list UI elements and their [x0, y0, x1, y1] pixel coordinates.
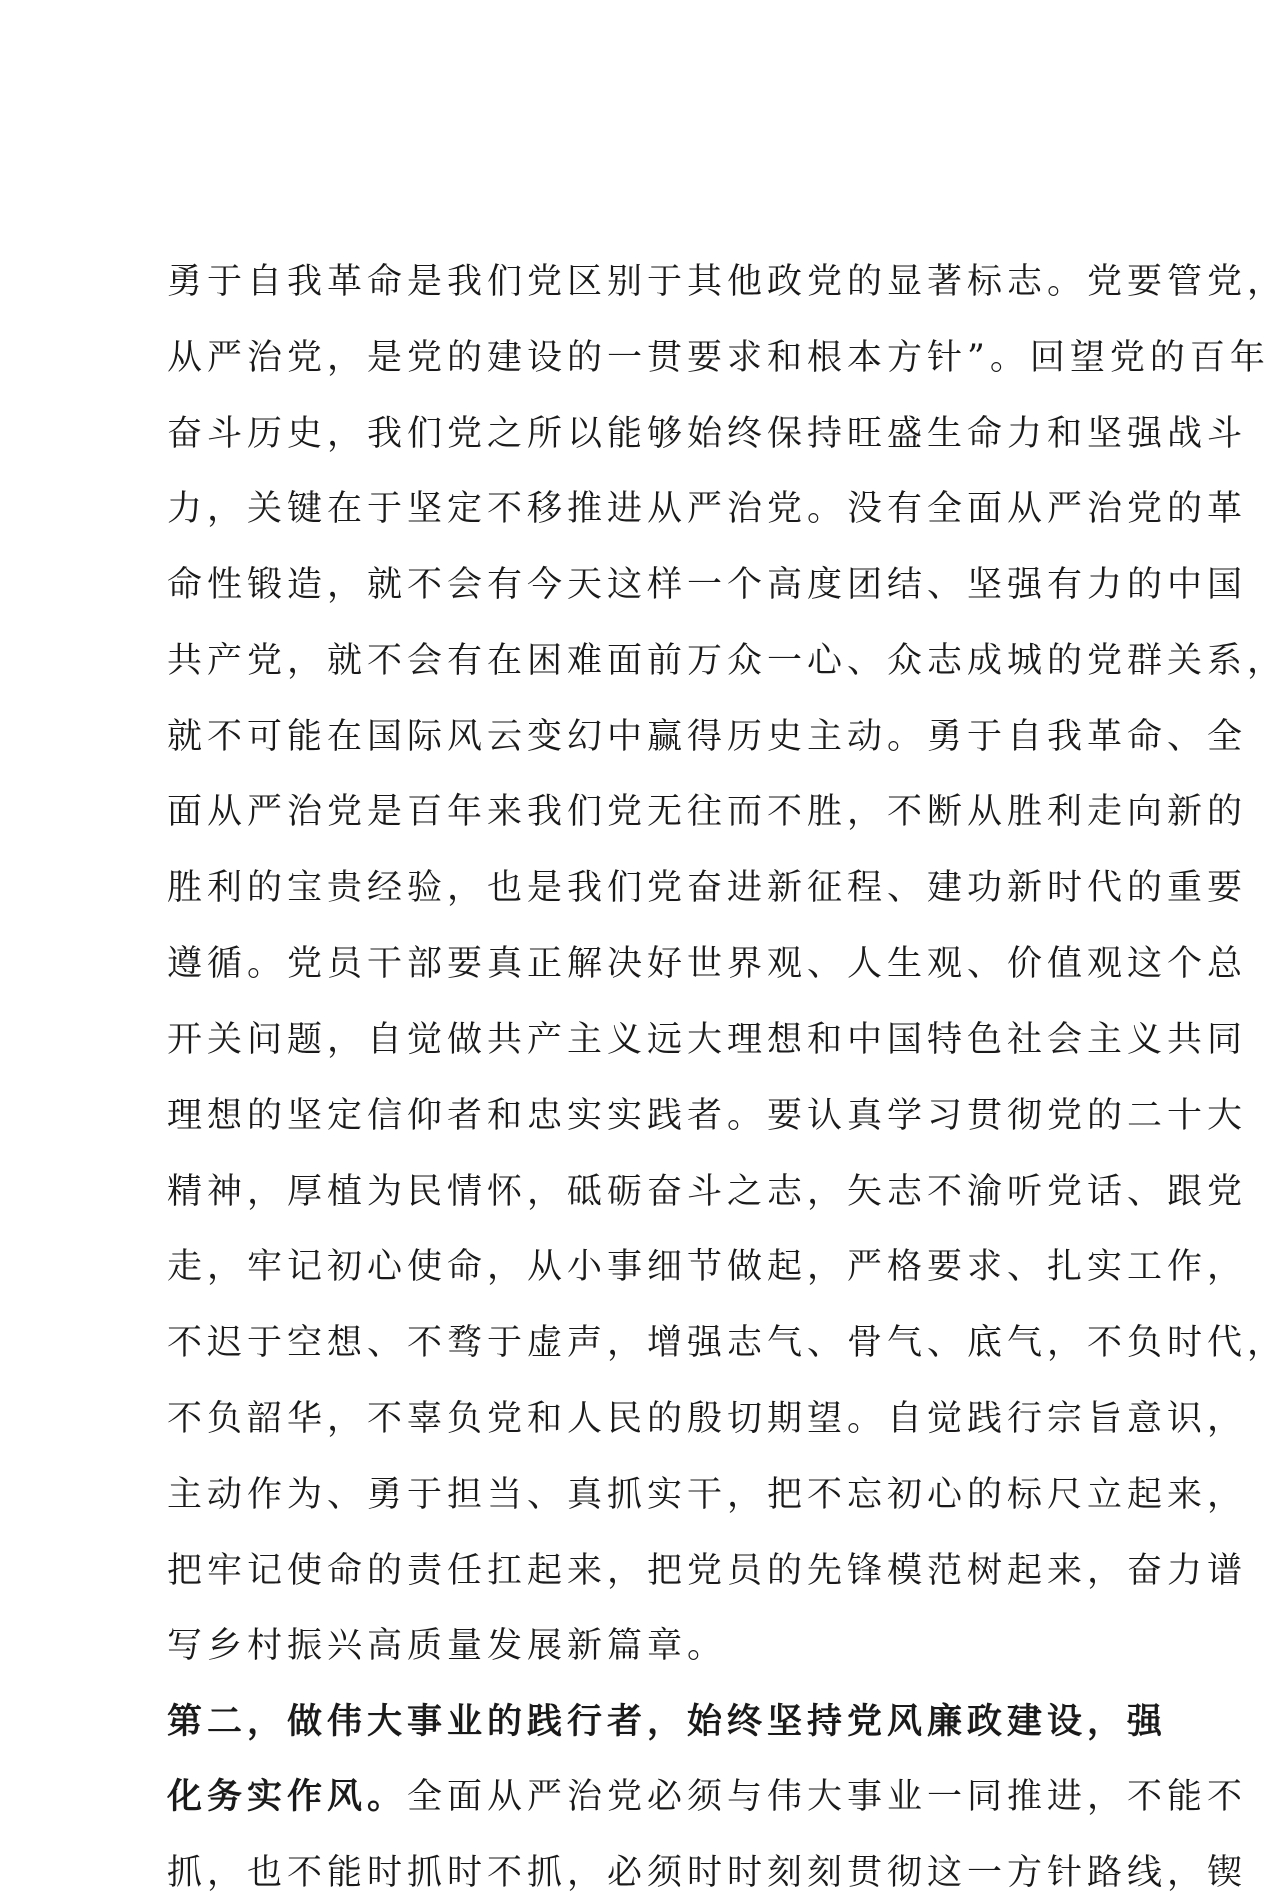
text-line: 开关问题，自觉做共产主义远大理想和中国特色社会主义共同: [167, 1020, 1248, 1060]
text-line: 从严治党，是党的建设的一贯要求和根本方针”。回望党的百年: [167, 338, 1270, 378]
text-line: 精神，厚植为民情怀，砥砺奋斗之志，矢志不渝听党话、跟党: [167, 1172, 1248, 1212]
section-heading: 第二，做伟大事业的践行者，始终坚持党风廉政建设，强: [167, 1701, 1168, 1742]
text-line: 走，牢记初心使命，从小事细节做起，严格要求、扎实工作，: [167, 1247, 1248, 1287]
section-body-start: 全面从严治党必须与伟大事业一同推进，不能不: [407, 1777, 1248, 1817]
section-heading-continuation: [167, 1775, 1248, 1819]
section-heading-ending: 化务实作风。: [167, 1776, 408, 1817]
text-line: 就不可能在国际风云变幻中赢得历史主动。勇于自我革命、全: [167, 717, 1248, 757]
text-line: 勇于自我革命是我们党区别于其他政党的显著标志。党要管党，: [167, 262, 1287, 302]
text-line: 理想的坚定信仰者和忠实实践者。要认真学习贯彻党的二十大: [167, 1096, 1248, 1136]
text-line: 抓，也不能时抓时不抓，必须时时刻刻贯彻这一方针路线，锲: [167, 1853, 1248, 1893]
text-line: 面从严治党是百年来我们党无往而不胜，不断从胜利走向新的: [167, 792, 1248, 832]
text-line: 不负韶华，不辜负党和人民的殷切期望。自觉践行宗旨意识，: [167, 1399, 1248, 1439]
text-line: 命性锻造，就不会有今天这样一个高度团结、坚强有力的中国: [167, 565, 1248, 605]
text-line: 奋斗历史，我们党之所以能够始终保持旺盛生命力和坚强战斗: [167, 414, 1248, 454]
text-line: 把牢记使命的责任扛起来，把党员的先锋模范树起来，奋力谱: [167, 1551, 1248, 1591]
text-line: 力，关键在于坚定不移推进从严治党。没有全面从严治党的革: [167, 489, 1248, 529]
text-line: 不迟于空想、不骛于虚声，增强志气、骨气、底气，不负时代，: [167, 1323, 1287, 1363]
text-line: 胜利的宝贵经验，也是我们党奋进新征程、建功新时代的重要: [167, 868, 1248, 908]
text-line: 写乡村振兴高质量发展新篇章。: [167, 1626, 728, 1666]
text-line: 遵循。党员干部要真正解决好世界观、人生观、价值观这个总: [167, 944, 1248, 984]
text-line: 主动作为、勇于担当、真抓实干，把不忘初心的标尺立起来，: [167, 1475, 1248, 1515]
text-line: 共产党，就不会有在困难面前万众一心、众志成城的党群关系，: [167, 641, 1287, 681]
